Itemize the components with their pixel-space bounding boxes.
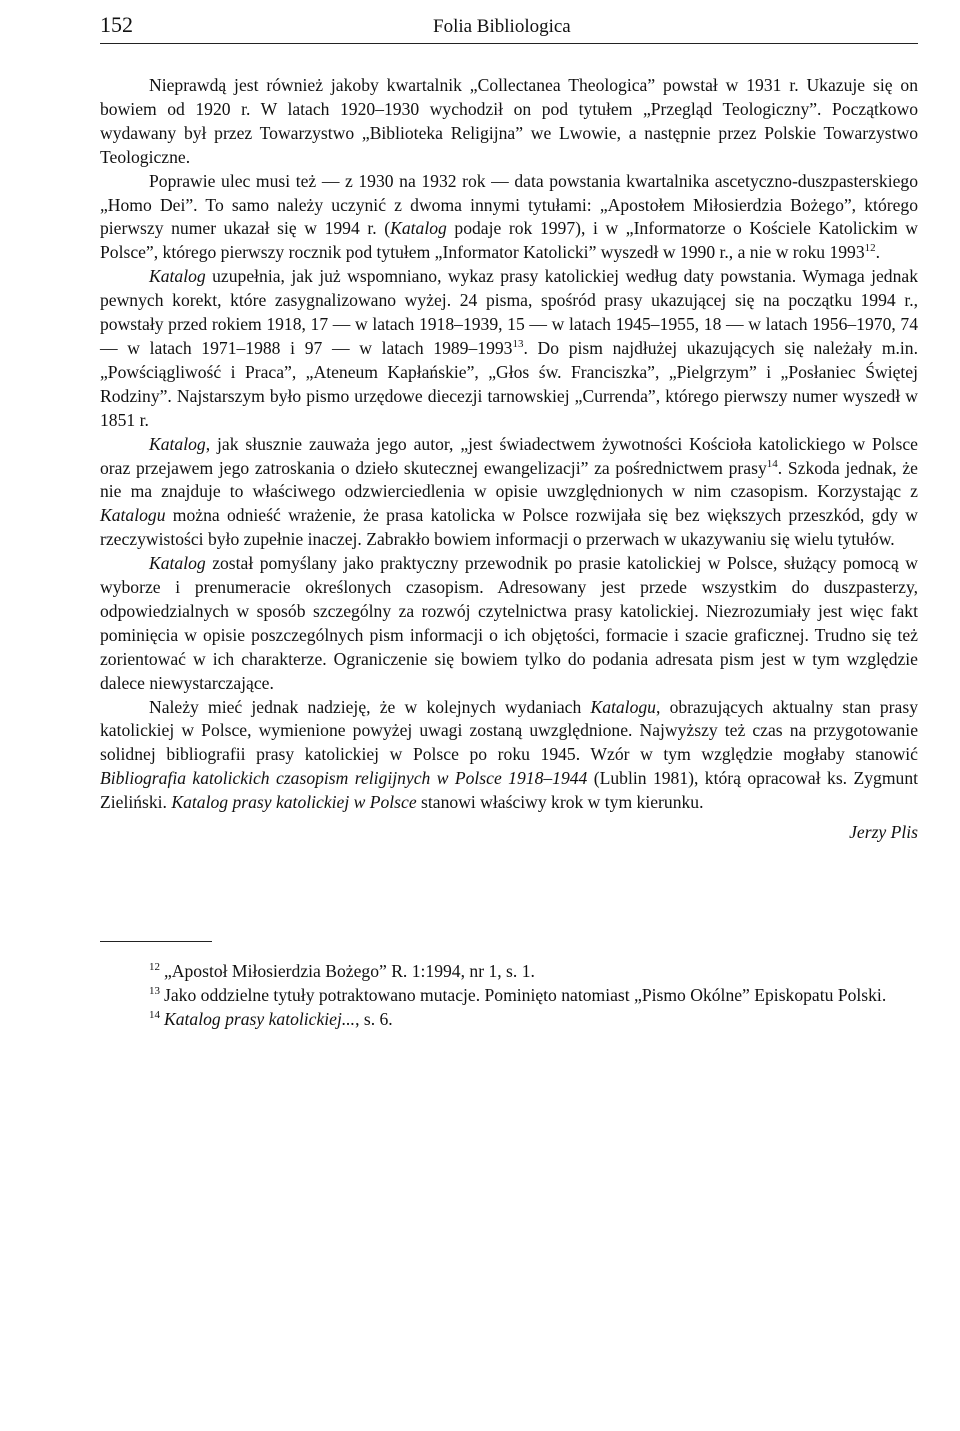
paragraph-text: Nieprawdą jest również jakoby kwartalnik „Collectanea Theologica” powstał w 1931 r. Ukazuje się on bowiem od 1920 r. W latach 1920–1930 wychodził on pod tytułem „Przegląd Teologiczny”. Początkowo wydawany był przez Towarzystwo „Biblioteka Religijna” we Lwowie, a następnie przez Polskie Towarzystwo Teologiczne. (100, 75, 918, 167)
italic-title: Katalog (149, 553, 206, 574)
footnote-number: 13 (149, 985, 160, 998)
paragraph-text: Poprawie ulec musi też — z 1930 na 1932 rok — data powstania kwartalnika ascetyczno-duszpasterskiego „Homo Dei”. To samo należy uczynić z dwoma innymi tytułami: „Apostołem Miłosierdzia Bożego”, którego pierwszy numer ukazał się w 1994 r. ( (100, 170, 918, 239)
italic-title: Katalog prasy katolickiej... (164, 1008, 356, 1029)
italic-title: Katalogu (590, 696, 656, 717)
italic-title: Katalogu (100, 505, 166, 526)
paragraph-text: można odnieść wrażenie, że prasa katolicka w Polsce rozwijała się bez większych przeszkód, gdy w rzeczywistości było zupełnie inaczej. Zabrakło bowiem informacji o przerwach w ukazywaniu się wielu tytułów. (100, 505, 918, 550)
paragraph-3 (100, 265, 918, 432)
paragraph-text: podaje rok 1997), i w „Informatorze o Kościele Katolickim w Polsce”, którego pierwszy rocznik pod tytułem „Informator Katolicki” wyszedł w 1990 r., a nie w roku 1993 (100, 218, 918, 263)
paragraph-4 (100, 433, 918, 553)
footnote-ref-12[interactable]: 12 (864, 242, 876, 255)
article-body (100, 74, 918, 845)
italic-title: Katalog (149, 433, 206, 454)
italic-title: Katalog (149, 266, 206, 287)
paragraph-text: . Szkoda jednak, że nie ma znajduje to właściwego odzwierciedlenia w opisie uwzględnionych w nim czasopism. Korzystając z (100, 457, 918, 502)
italic-title: Katalog prasy katolickiej w Polsce (171, 792, 417, 813)
paragraph-text: , obrazujących aktualny stan prasy katolickiej w Polsce, wymienione powyżej uwagi zostaną uwzględnione. Najwyższy też czas na przygotowanie solidnej bibliografii prasy katolickiej w Polsce po roku 1945. Wzór w tym względzie mogłaby stanowić (100, 696, 918, 765)
footnote-text: „Apostoł Miłosierdzia Bożego” R. 1:1994, nr 1, s. 1. (164, 961, 535, 981)
italic-title: Bibliografia katolickich czasopism religijnych w Polsce 1918–1944 (100, 768, 588, 789)
paragraph-text: został pomyślany jako praktyczny przewodnik po prasie katolickiej w Polsce, służący pomocą w wyborze i prenumeracie określonych czasopism. Adresowany jest przede wszystkim do duszpasterzy, odpowiedzialnych w sposób szczególny za rozwój czytelnictwa prasy katolickiej. Niezrozumiały jest więc fakt pominięcia w opisie poszczególnych pism informacji o ich objętości, formacie i szacie graficznej. Trudno się też zorientować w ich charakterze. Ograniczenie się bowiem tylko do podania adresata pism jest w tym względzie dalece niewystarczające. (100, 553, 918, 693)
footnote-ref-14[interactable]: 14 (766, 457, 778, 470)
paragraph-5 (100, 552, 918, 695)
page-header (100, 12, 918, 44)
footnotes (100, 960, 918, 1032)
paragraph-text: Należy mieć jednak nadzieję, że w kolejnych wydaniach (149, 696, 591, 717)
paragraph-1 (100, 74, 918, 170)
document-page (100, 12, 918, 1032)
footnote-divider (100, 941, 212, 942)
paragraph-text: . (875, 242, 881, 263)
page-number: 152 (100, 12, 133, 37)
footnote-text: , s. 6. (355, 1008, 393, 1029)
paragraph-text: (Lublin 1981), którą opracował ks. Zygmunt Zieliński. (100, 768, 918, 813)
footnote-text: Jako oddzielne tytuły potraktowano mutacje. Pominięto natomiast „Pismo Okólne” Episkopatu Polski. (164, 984, 887, 1005)
footnote-number: 14 (149, 1008, 160, 1021)
paragraph-2 (100, 170, 918, 266)
paragraph-6 (100, 696, 918, 816)
author-signature: Jerzy Plis (849, 822, 918, 843)
running-title: Folia Bibliologica (433, 16, 571, 37)
paragraph-text: . Do pism najdłużej ukazujących się należały m.in. „Powściągliwość i Praca”, „Ateneum Kapłańskie”, „Głos św. Franciszka”, „Pielgrzym” i „Posłaniec Świętej Rodziny”. Najstarszym było pismo urzędowe diecezji tarnowskiej „Currenda”, którego pierwszy numer wyszedł w 1851 r. (100, 337, 918, 430)
footnote-12 (100, 960, 918, 984)
footnote-number: 12 (149, 961, 160, 974)
paragraph-text: uzupełnia, jak już wspomniano, wykaz prasy katolickiej według daty powstania. Wymaga jednak pewnych korekt, które zasygnalizowano wyżej. 24 pisma, spośród prasy ukazującej się na początku 1994 r., powstały przed rokiem 1918, 17 — w latach 1918–1939, 15 — w latach 1945–1955, 18 — w latach 1956–1970, 74 — w latach 1971–1988 i 97 — w latach 1989–1993 (100, 266, 918, 358)
paragraph-text: stanowi właściwy krok w tym kierunku. (416, 792, 704, 813)
paragraph-text: , jak słusznie zauważa jego autor, „jest świadectwem żywotności Kościoła katolickiego w Polsce oraz przejawem jego zatroskania o dzieło skutecznej ewangelizacji” za pośrednictwem prasy (100, 433, 918, 478)
footnote-ref-13[interactable]: 13 (512, 338, 524, 351)
footnote-13 (100, 984, 918, 1008)
footnote-14 (100, 1008, 918, 1032)
italic-title: Katalog (390, 218, 447, 239)
